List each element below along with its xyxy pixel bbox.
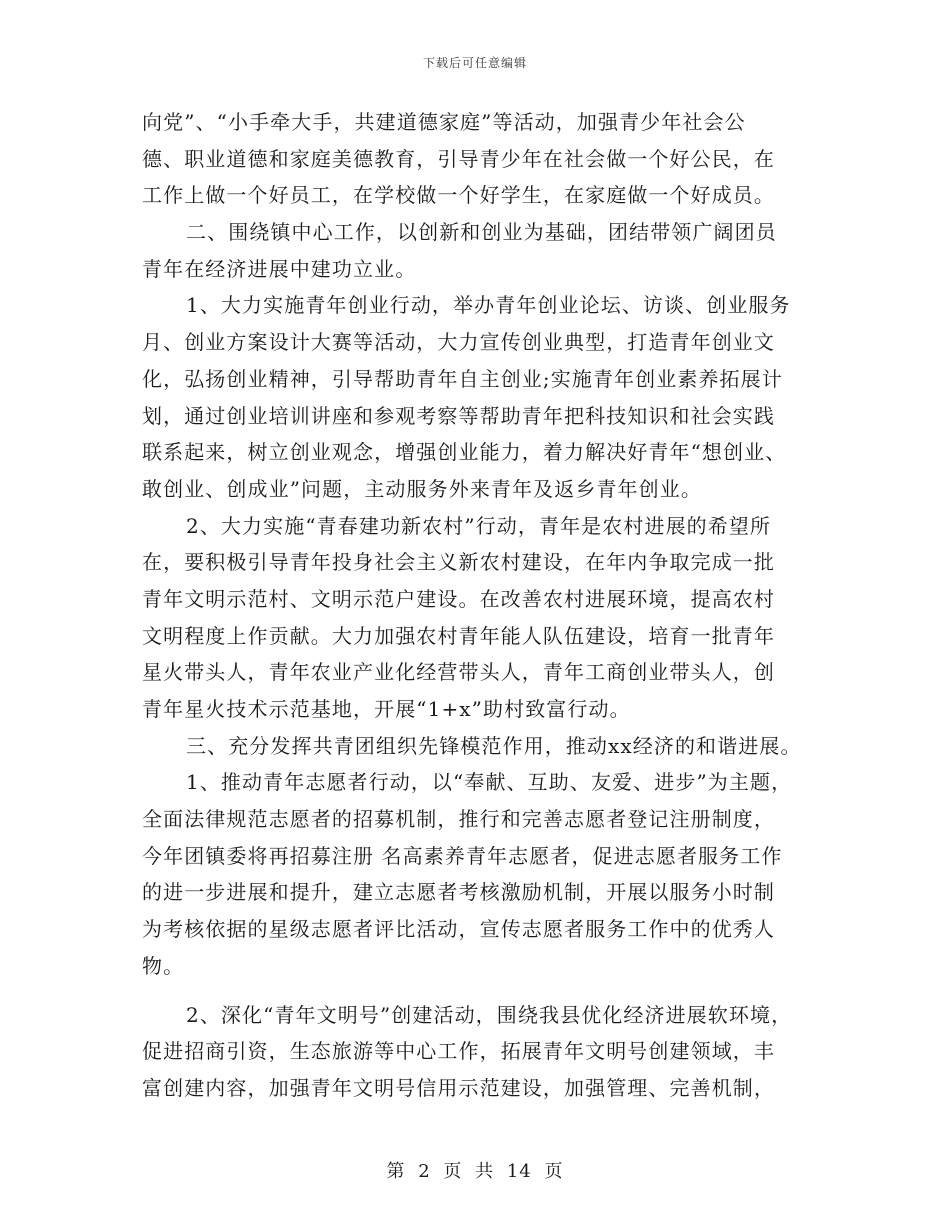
text-line: 1、大力实施青年创业行动，举办青年创业论坛、访谈、创业服务 [186,293,791,318]
text-line: 的进一步进展和提升，建立志愿者考核激励机制，开展以服务小时制 [142,880,775,905]
text-line: 化，弘扬创业精神，引导帮助青年自主创业;实施青年创业素养拓展计 [142,366,783,391]
text-line: 在，要积极引导青年投身社会主义新农村建设，在年内争取完成一批 [142,550,775,575]
text-line: 促进招商引资，生态旅游等中心工作，拓展青年文明号创建领域，丰 [142,1039,775,1064]
page-number-footer: 第 2 页 共 14 页 [386,1161,564,1182]
text-line: 工作上做一个好员工，在学校做一个好学生，在家庭做一个好成员。 [142,183,775,208]
text-line: 富创建内容，加强青年文明号信用示范建设，加强管理、完善机制， [142,1075,775,1100]
body-text [142,104,822,1107]
text-line: 敢创业、创成业”问题，主动服务外来青年及返乡青年创业。 [142,476,702,501]
text-line: 三、充分发挥共青团组织先锋模范作用，推动xx经济的和谐进展。 [186,733,802,758]
text-line: 划，通过创业培训讲座和参观考察等帮助青年把科技知识和社会实践 [142,403,775,428]
text-line: 联系起来，树立创业观念，增强创业能力，着力解决好青年“想创业、 [142,440,787,465]
text-line: 星火带头人，青年农业产业化经营带头人，青年工商创业带头人，创 [142,660,775,685]
text-line: 向党”、“小手牵大手，共建道德家庭”等活动，加强青少年社会公 [142,110,746,134]
text-line: 德、职业道德和家庭美德教育，引导青少年在社会做一个好公民，在 [142,146,775,171]
text-line: 为考核依据的星级志愿者评比活动，宣传志愿者服务工作中的优秀人 [142,917,775,942]
text-line: 2、深化“青年文明号”创建活动，围绕我县优化经济进展软环境， [186,1002,793,1027]
text-line: 全面法律规范志愿者的招募机制，推行和完善志愿者登记注册制度， [142,807,775,832]
text-line: 月、创业方案设计大赛等活动，大力宣传创业典型，打造青年创业文 [142,330,775,355]
text-line: 今年团镇委将再招募注册 名高素养青年志愿者，促进志愿者服务工作 [142,843,783,868]
text-line: 青年在经济进展中建功立业。 [142,256,417,281]
text-line: 1、推动青年志愿者行动，以“奉献、互助、友爱、进步”为主题， [186,770,793,795]
header-note: 下载后可任意编辑 [422,56,527,70]
text-line: 物。 [142,953,185,978]
text-line: 青年文明示范村、文明示范户建设。在改善农村进展环境，提高农村 [142,586,775,611]
text-line: 青年星火技术示范基地，开展“1+x”助村致富行动。 [142,697,631,721]
text-line: 2、大力实施“青春建功新农村”行动，青年是农村进展的希望所 [186,513,772,538]
text-line: 二、围绕镇中心工作，以创新和创业为基础，团结带领广阔团员 [186,220,777,245]
paragraph-gap [142,985,822,997]
text-line: 文明程度上作贡献。大力加强农村青年能人队伍建设，培育一批青年 [142,623,775,648]
